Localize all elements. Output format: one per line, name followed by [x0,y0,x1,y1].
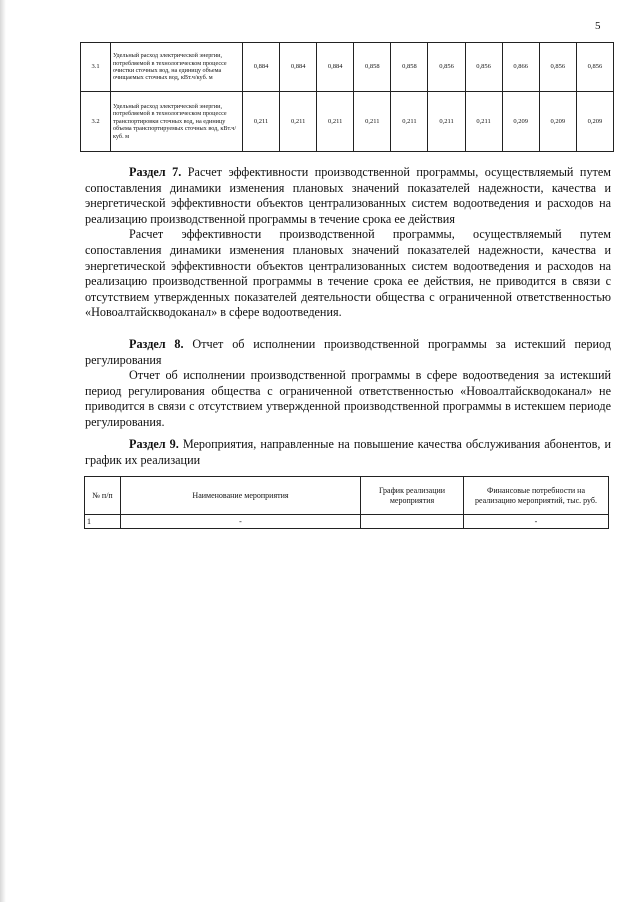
row-value: 0,856 [428,43,465,92]
row-value: 0,856 [576,43,613,92]
section-8-title: Отчет об исполнении производственной программы за истекший период регулирования [85,337,611,367]
row-value: 0,884 [243,43,280,92]
row-value: 0,211 [354,91,391,151]
row-value: 0,856 [539,43,576,92]
row-value: 0,209 [576,91,613,151]
cell-name: - [121,515,361,529]
table-row [81,43,614,92]
row-value: 0,211 [391,91,428,151]
row-value: 0,209 [502,91,539,151]
events-table [84,476,609,529]
scan-edge [0,0,6,902]
section-9-label: Раздел 9. [129,437,179,451]
row-value: 0,858 [354,43,391,92]
cell-num: 1 [85,515,121,529]
row-description: Удельный расход электрической энергии, потребляемой в технологическом процессе очистки сточных вод, на единицу объема очищаемых сточных вод, кВт.ч/куб. м [111,43,243,92]
header-finance: Финансовые потребности на реализацию мероприятий, тыс. руб. [464,477,609,515]
row-value: 0,211 [317,91,354,151]
section-7-title: Расчет эффективности производственной программы, осуществляемый путем сопоставления динамики изменения плановых значений показателей надежности, качества и энергетической эффективности объектов централизованных систем водоотведения и расходов на реализацию производственной программы в течение срока ее действия [85,165,611,226]
row-number: 3.2 [81,91,111,151]
row-value: 0,884 [317,43,354,92]
section-9-title: Мероприятия, направленные на повышение качества обслуживания абонентов, и график их реализации [85,437,611,467]
section-9 [85,437,611,468]
header-schedule: График реализации мероприятия [361,477,464,515]
section-7-heading [85,165,611,227]
section-7 [85,165,611,321]
row-value: 0,856 [465,43,502,92]
row-value: 0,211 [465,91,502,151]
row-value: 0,884 [280,43,317,92]
cell-finance: - [464,515,609,529]
table-header-row [85,477,609,515]
page-number: 5 [595,20,601,32]
row-value: 0,211 [280,91,317,151]
header-name: Наименование мероприятия [121,477,361,515]
section-9-heading [85,437,611,468]
section-8-body: Отчет об исполнении производственной программы в сфере водоотведения за истекший период регулирования общества с ограниченной ответственностью «Новоалтайскводоканал» не приводится в связи с отсутствием утвержденной производственной программы в истекшем периоде регулирования. [85,368,611,429]
row-description: Удельный расход электрической энергии, потребляемой в технологическом процессе транспортировки сточных вод, на единицу объема транспортируемых сточных вод, кВт.ч/куб. м [111,91,243,151]
table-row [85,515,609,529]
section-8-label: Раздел 8. [129,337,184,351]
cell-schedule [361,515,464,529]
row-value: 0,209 [539,91,576,151]
section-8-heading [85,337,611,368]
section-7-label: Раздел 7. [129,165,182,179]
indicators-table [80,42,614,152]
table-row [81,91,614,151]
section-8 [85,337,611,431]
row-value: 0,858 [391,43,428,92]
row-value: 0,211 [243,91,280,151]
header-num: № п/п [85,477,121,515]
row-number: 3.1 [81,43,111,92]
row-value: 0,211 [428,91,465,151]
row-value: 0,866 [502,43,539,92]
section-7-body: Расчет эффективности производственной программы, осуществляемый путем сопоставления динамики изменения плановых значений показателей надежности, качества и энергетической эффективности объектов централизованных систем водоотведения и расходов на реализацию производственной программы в течение срока ее действия, не приводится в связи с отсутствием утвержденных показателей деятельности общества с ограниченной ответственностью «Новоалтайскводоканал» в сфере водоотведения. [85,227,611,320]
